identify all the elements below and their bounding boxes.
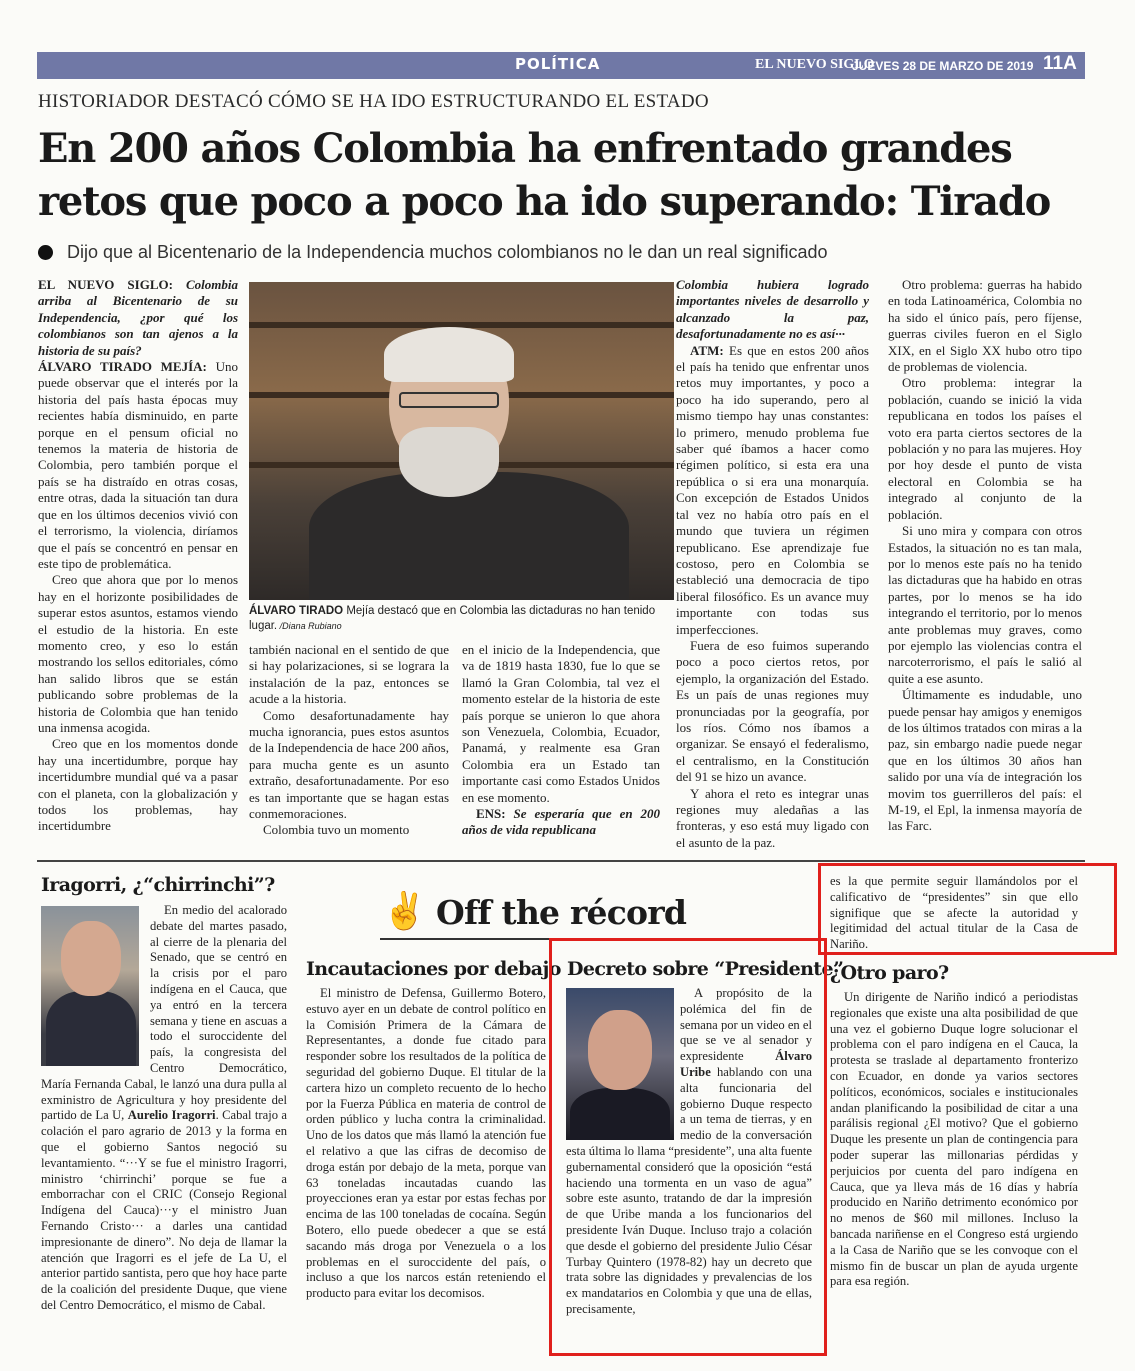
brief-2-title: Incautaciones por debajo: [306, 958, 561, 980]
paragraph: también nacional en el sentido de que si hay polarizaciones, si se lograra la instalación de la paz, entonces se acude a la historia.: [249, 642, 449, 707]
brief-3-body: A propósito de la polémica del fin de semana por un video en el que se ve al senador y expresidente Álvaro Uribe hablando con una alta funcionaria del gobierno Duque respecto a un tema de tierras, y en medio de la conversación esta última lo llama “presidente”, una alta fuente gubernamental consideró que la oposición “está haciendo una tormenta en un vaso de agua” sobre este asunto, tratando de dar la impresión de que Uribe manda a los funcionarios del presidente Iván Duque. Incluso trajo a colación que desde el gobierno del presidente Julio César Turbay Quintero (1978-82) hay un decreto que trata sobre las dignidades y prevalencias de los ex mandatarios en Colombia y que una de ellas, precisamente,: [566, 986, 812, 1316]
headline-line-2: retos que poco a poco ha ido superando: Tirado: [38, 178, 1051, 225]
paragraph: Otro problema: guerras ha habido en toda Latinoamérica, Colombia no ha sido el único país, pero fíjense, guerras civiles fueron en el Siglo XIX, en el Siglo XX hubo otro tipo de problemas de violencia.: [888, 277, 1082, 375]
highlight-box-decreto: [549, 938, 827, 1356]
paragraph: Creo que en los momentos donde hay una incertidumbre, porque hay incertidumbre mundial qué va a pasar con el planeta, con la globalización y todos los problemas, hay incertidumbre: [38, 736, 238, 834]
photo-caption: ÁLVARO TIRADO Mejía destacó que en Colombia las dictaduras no han tenido lugar. /Diana Rubiano: [249, 605, 656, 632]
paragraph: Si uno mira y compara con otros Estados, la situación no es tan mala, por lo menos este país no ha tenido las dictaduras que ha habido en otras partes, por lo menos se ha ido integrando el territorio, por lo menos ante problemas muy graves, como por ejemplo las violencias contra el narcoterrorismo, el país le salió al quite a ese asunto.: [888, 523, 1082, 686]
headline-line-1: En 200 años Colombia ha enfrentado grandes: [38, 125, 1012, 172]
answer-2: ATM: Es que en estos 200 años el país ha tenido que enfrentar unos retos muy importantes, y poco a poco ha ido superando, pero al mismo tiempo hay unas constantes: lo primero, menudo problema fue saber qué íbamos a hacer como régimen político, si esta era una república o si era una monarquía. Con excepción de Estados Unidos tal vez no había otro país en el mundo que tuviera un régimen republicano. Ese aprendizaje fue costoso, pero en Colombia se estableció una democracia de tipo liberal filosófico. Es un avance muy importante con todas sus imperfecciones.: [676, 342, 869, 637]
question-1: EL NUEVO SIGLO: Colombia arriba al Bicentenario de su Independencia, ¿por qué los colombianos son tan ajenos a la historia de su país?: [38, 277, 238, 358]
highlight-box-continuation: [818, 863, 1117, 955]
answer-1: ÁLVARO TIRADO MEJÍA: Uno puede observar que el interés por la historia del país hasta épocas muy recientes había disminuido, en parte porque en el pensum oficial no tenemos la materia de historia de Colombia, pero también porque el país se ha distraído en otras cosas, entre otras, dada la situación tan dura que en los últimos decenios vivió con el terrorismo, la violencia, diríamos que el país se concentró en pensar en este tipo de problemática.: [38, 359, 238, 571]
publication-name: EL NUEVO SIGLO: [755, 57, 875, 72]
publication-date: JUEVES 28 DE MARZO DE 2019: [852, 59, 1034, 73]
paragraph: Como desafortunadamente hay mucha ignorancia, pues estos asuntos de la Independencia de hace 200 años, para mucha gente es un asunto extraño, desafortunadamente. Por eso es tan importante que se hagan estas conmemoraciones.: [249, 707, 449, 822]
question-2-continued: Colombia hubiera logrado importantes niveles de desarrollo y alcanzado la paz, desafortunadamente no es así···: [676, 277, 869, 342]
section-label: POLÍTICA: [515, 55, 601, 73]
page-number: 11A: [1043, 53, 1077, 74]
paragraph: Últimamente es indudable, uno puede pensar hay amigos y enemigos de los últimos tratados con miras a la paz, sin embargo nadie puede negar que en los últimos 30 años han salido por una vía de integración los movim tos guerrilleros del país: el M-19, el Epl, la inmensa mayoría de las Farc.: [888, 687, 1082, 834]
article-lead: Dijo que al Bicentenario de la Independencia muchos colombianos no le dan un real significado: [67, 242, 828, 262]
paragraph: Y ahora el reto es integrar unas regiones muy aledañas a las fronteras, y eso está muy ligado con el asunto de la paz.: [676, 785, 869, 850]
article-column-5: [888, 277, 1082, 835]
article-column-4: [676, 277, 869, 851]
paragraph: en el inicio de la Independencia, que va de 1819 hasta 1830, fue lo que se llamó la Gran Colombia, tal vez el momento estelar de la historia de este país porque se unieron lo que ahora son Venezuela, Colombia, Ecuador, Panamá, y realmente esa Gran Colombia era un Estado tan importante casi como Estados Unidos en ese momento.: [462, 642, 660, 805]
article-kicker: HISTORIADOR DESTACÓ CÓMO SE HA IDO ESTRUCTURANDO EL ESTADO: [38, 91, 709, 112]
article-column-2: [249, 642, 449, 839]
paragraph: Creo que ahora que por lo menos hay en el horizonte posibilidades de superar estos asuntos, estamos viendo el estudio de la historia. En este momento creo, y eso lo están mostrando los sellos editoriales, cómo han salido libros que se están publicando sobre problemas de la historia de Colombia que han tenido una inmensa acogida.: [38, 572, 238, 735]
bullet-icon: [38, 245, 53, 260]
brief-4-title: ¿Otro paro?: [830, 962, 949, 984]
brief-4-body: Un dirigente de Nariño indicó a periodistas regionales que existe una alta posibilidad de que una vez el gobierno Duque logre solucionar el problema con el paro indígena en el Cauca, la protesta se traslade al departamento fronterizo con Ecuador, en donde ya varios sectores políticos, económicos, sociales e institucionales andan planificando la posibilidad de citar a una parálisis regional ¿El motivo? Que el gobierno Duque les presente un plan de contingencia para poder superar las millonarias pérdidas y perjuicios por cuenta del paro indígena en Cauca, que ya lleva más de 16 días y habría producido en Nariño detrimento económico por no menos de $60 mil millones. Incluso la bancada nariñense en el Congreso está urgiendo a la Casa de Nariño que se les convoque con el mismo fin de buscar un plan de ayuda urgente para esa región.: [830, 990, 1078, 1289]
photo-credit: /Diana Rubiano: [277, 621, 342, 631]
article-headline: [38, 122, 1098, 228]
brief-1-text: En medio del acalorado debate del martes pasado, al cierre de la plenaria del Senado, que se centró en la crisis por el paro indígena en el Cauca, que ya entró en la tercera semana y tiene en ascuas a todo el suroccidente del país, la congresista del Centro Democrático, María Fernanda Cabal, le lanzó una dura pulla al exministro de Agricultura y hoy presidente del partido de La U, Aurelio Iragorri. Cabal trajo a colación el paro agrario de 2013 y la forma en que el gobierno Santos negoció su levantamiento. “···Y se fue el ministro Iragorri, ministro ‘chirrinchi’ porque se fue a emborrachar con el CRIC (Consejo Regional Indígena del Cauca)···y el ministro Juan Fernando Cristo··· a darles una cantidad impresionante de dinero”. No deja de llamar la atención que Iragorri es el jefe de La U, el anterior partido santista, pero que hoy hace parte de la coalición del presidente Duque, que viene del Centro Democrático, el mismo de Cabal.: [41, 903, 287, 1312]
paragraph: Fuera de eso fuimos superando poco a poco ciertos retos, por ejemplo, la organización del Estado. Es un país de unas regiones muy pronunciadas por la geografía, por los ríos. Cómo nos íbamos a organizar. Se ensayó el federalismo, el centralismo, en la Constitución del 91 se hizo un avance.: [676, 637, 869, 785]
section-divider: [37, 860, 1085, 862]
brief-2-body: El ministro de Defensa, Guillermo Botero, estuvo ayer en un debate de control político en la Comisión Primera de la Cámara de Representantes, a donde fue citado para responder sobre los resultados de la política de seguridad del gobierno Duque. El titular de la cartera hizo un completo recuento de lo hecho por la Fuerza Pública en materia de control de orden público y lucha contra la criminalidad. Uno de los datos que más llamó la atención fue el relativo a que las cifras de decomiso de droga están por debajo de la meta, porque van 63 toneladas incautadas cuando las proyecciones eran ya estar por estas fechas por encima de las 100 toneladas de cocaína. Según Botero, ello puede obedecer a que se está sacando más droga por Venezuela o a los problemas en el suroccidente del país, o incluso a que los narcos están reteniendo el producto para evitar los decomisos.: [306, 986, 546, 1301]
brief-3-continuation: es la que permite seguir llamándolos por el calificativo de “presidentes” sin que ello signifique que se afecte la autoridad y legitimidad del actual titular de la Casa de Nariño.: [830, 874, 1078, 952]
article-column-1: [38, 277, 238, 835]
article-column-3: [462, 642, 660, 839]
article-photo-alvaro-tirado: [249, 282, 674, 600]
brief-1-title: Iragorri, ¿“chirrinchi”?: [41, 874, 275, 896]
off-the-record-title: Off the récord: [436, 893, 687, 932]
question-2: ENS: Se esperaría que en 200 años de vida republicana: [462, 806, 660, 838]
victory-hand-icon: ✌: [382, 891, 427, 931]
paragraph: Colombia tuvo un momento: [263, 822, 410, 838]
brief-3-title: Decreto sobre “Presidente”: [567, 958, 844, 980]
paragraph: Otro problema: integrar la población, cuando se inició la vida republicana en todos los países el voto era parta ciertos sectores de la población y no para las mujeres. Hoy por hoy desde el punto de vista electoral en Colombia se ha integrado al conjunto de la población.: [888, 375, 1082, 522]
